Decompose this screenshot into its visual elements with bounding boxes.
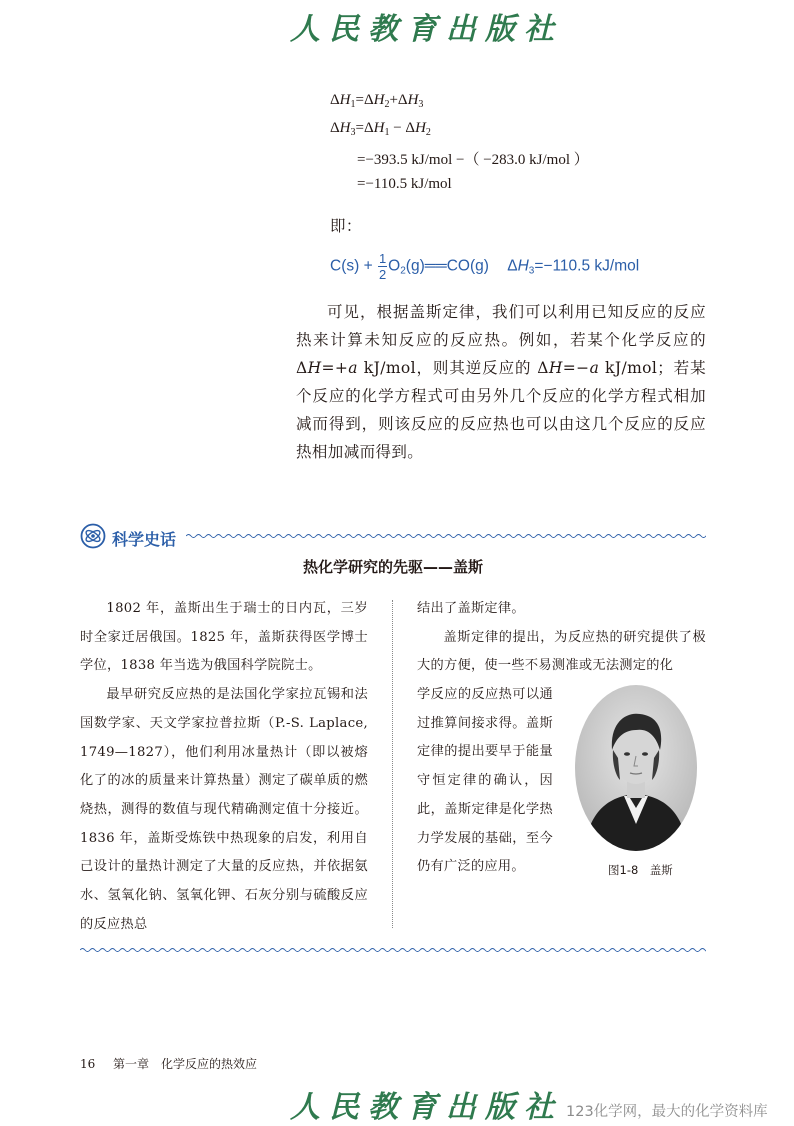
equation-1: $\Delta H_1=\Delta H_2+\Delta H_3$	[330, 92, 424, 110]
article-title: 热化学研究的先驱——盖斯	[302, 558, 483, 576]
main-paragraph: 可见，根据盖斯定律，我们可以利用已知反应的反应热来计算未知反应的反应热。例如，若某个化学反应的 ΔH=+a kJ/mol，则其逆反应的 ΔH=−a kJ/mol；若某个反应的化学方程式可由另外几个反应的化学方程式相加减而得到，则该反应的反应热也可以由这几个反应的反应热相加减而得到。	[296, 303, 707, 461]
left-paragraph-2: 最早研究反应热的是法国化学家拉瓦锡和法国数学家、天文学家拉普拉斯（P.-S. Laplace, 1749—1827），他们利用冰量热计（即以被熔化了的冰的质量来计算热量）测定了碳单质的燃烧热，测得的数值与现代精确测定值十分接近。1836 年，盖斯受炼铁中热现象的启发，利用自己设计的量热计测定了大量的反应热，并依据氨水、氢氧化钠、氢氧化钾、石灰分别与硫酸反应的反应热总	[80, 687, 368, 932]
column-divider	[392, 600, 393, 928]
page-number: 16	[80, 1057, 96, 1071]
left-paragraph-1: 1802 年，盖斯出生于瑞士的日内瓦，三岁时全家迁居俄国。1825 年，盖斯获得医学博士学位，1838 年当选为俄国科学院院士。	[80, 601, 368, 674]
equation-3: =−393.5 kJ/mol −（ −283.0 kJ/mol ）	[357, 152, 589, 168]
right-paragraph-1: 结出了盖斯定律。	[417, 601, 525, 616]
fraction-one-half: $\frac{1}{2}$	[378, 251, 387, 282]
section-wavy-line	[186, 532, 706, 540]
thermochemical-equation: C(s) + $\frac{1}{2}$ $O_2(g)══CO(g)$ $\Delta H_3=-110.5$ kJ/mol	[330, 251, 640, 282]
figure-caption: 图1-8 盖斯	[608, 863, 673, 877]
left-column	[80, 595, 368, 939]
portrait-image	[574, 684, 698, 856]
bottom-wavy-line	[80, 946, 706, 954]
right-paragraph-2a: 盖斯定律的提出，为反应热的研究提供了极大的方便，使一些不易测准或无法测定的化	[417, 629, 706, 674]
right-paragraph-2b: 学反应的反应热可以通过推算间接求得。盖斯定律的提出要早于能量守恒定律的确认，因此，盖斯定律是化学热力学发展的基础，至今仍有广泛的应用。	[417, 687, 553, 875]
page-footer	[80, 1055, 257, 1072]
right-column-top	[417, 595, 706, 681]
equation-2: $\Delta H_3=\Delta H_1 - \Delta H_2$	[330, 120, 431, 138]
ji-label: 即：	[330, 217, 362, 235]
equation-4: =−110.5 kJ/mol	[357, 176, 452, 192]
publisher-logo-top: 人民教育出版社	[290, 12, 563, 47]
chapter-title: 第一章 化学反应的热效应	[112, 1057, 257, 1071]
section-title: 科学史话	[112, 530, 177, 549]
site-watermark: 123化学网，最大的化学资料库	[566, 1104, 768, 1120]
atom-icon	[80, 523, 106, 553]
publisher-logo-bottom: 人民教育出版社	[290, 1090, 563, 1125]
right-column-wrap	[417, 681, 553, 882]
